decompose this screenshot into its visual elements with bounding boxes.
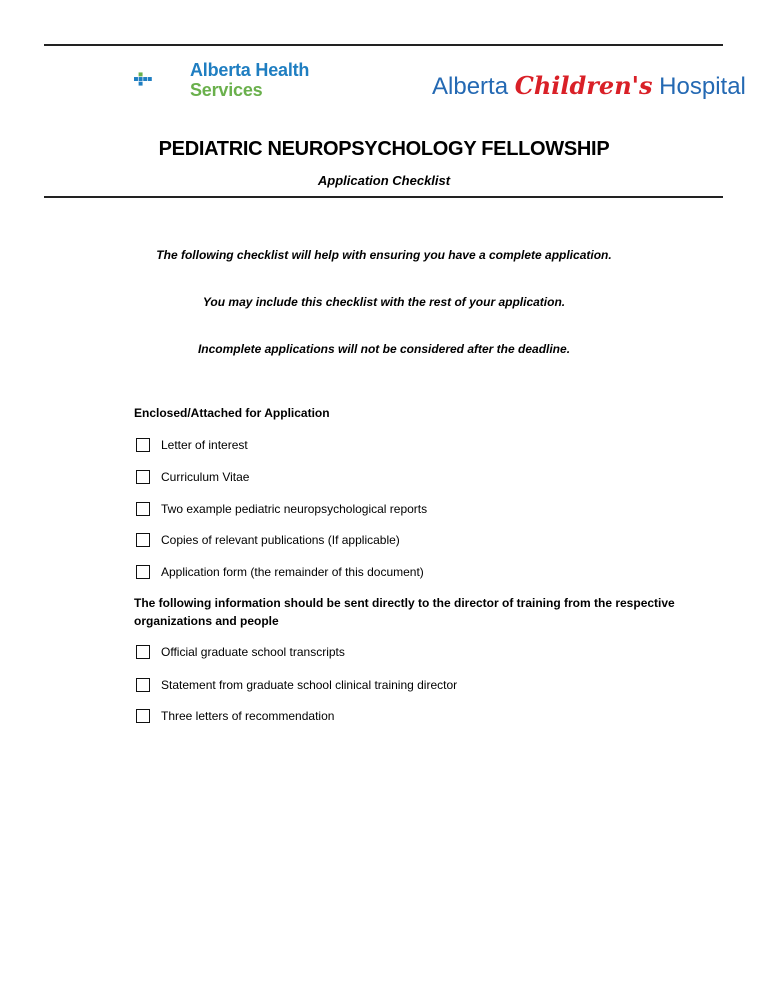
checklist-item-label: Official graduate school transcripts xyxy=(161,645,345,659)
page-subtitle: Application Checklist xyxy=(317,173,451,188)
checklist-item xyxy=(136,500,427,518)
checklist-item xyxy=(136,468,249,486)
section-heading-sent-directly: The following information should be sent directly to the director of training from the respective organizations and people xyxy=(134,596,675,628)
alberta-health-services-logo xyxy=(134,57,190,103)
alberta-childrens-hospital-logo xyxy=(432,71,746,101)
checkbox[interactable] xyxy=(136,678,150,692)
header-rule xyxy=(44,196,723,198)
checkbox[interactable] xyxy=(136,645,150,659)
checkbox[interactable] xyxy=(136,470,150,484)
ahs-logo-line1: Alberta Health xyxy=(190,60,310,80)
checkbox[interactable] xyxy=(136,438,150,452)
checklist-item-label: Application form (the remainder of this document) xyxy=(161,565,424,579)
checkbox[interactable] xyxy=(136,502,150,516)
top-rule xyxy=(44,44,723,46)
checkbox[interactable] xyxy=(136,533,150,547)
note-checklist-help: The following checklist will help with ensuring you have a complete application. xyxy=(156,248,612,262)
page-title: PEDIATRIC NEUROPSYCHOLOGY FELLOWSHIP xyxy=(158,138,610,160)
checklist-item-label: Statement from graduate school clinical training director xyxy=(161,678,458,692)
checklist-item xyxy=(136,563,424,581)
section-heading-enclosed: Enclosed/Attached for Application xyxy=(134,406,330,420)
ahs-logo-text xyxy=(190,60,309,100)
checklist-item-label: Letter of interest xyxy=(161,438,248,452)
checklist-item-label: Curriculum Vitae xyxy=(161,470,250,484)
ahs-logo-line2: Services xyxy=(190,80,263,100)
ach-logo-part1: Alberta xyxy=(432,73,515,100)
note-include-checklist: You may include this checklist with the rest of your application. xyxy=(202,295,566,309)
ach-logo-part3: Hospital xyxy=(652,73,746,100)
checklist-item xyxy=(136,676,457,694)
checkbox[interactable] xyxy=(136,565,150,579)
checklist-item xyxy=(136,531,400,549)
checklist-item xyxy=(136,436,248,454)
checklist-item xyxy=(136,643,345,661)
checklist-item xyxy=(136,707,334,725)
ach-logo-part2: Children's xyxy=(514,71,653,100)
checklist-item-label: Two example pediatric neuropsychological reports xyxy=(161,502,428,516)
note-incomplete-applications: Incomplete applications will not be considered after the deadline. xyxy=(197,342,571,356)
checklist-item-label: Copies of relevant publications (If applicable) xyxy=(161,533,400,547)
checkbox[interactable] xyxy=(136,709,150,723)
checklist-item-label: Three letters of recommendation xyxy=(161,709,335,723)
